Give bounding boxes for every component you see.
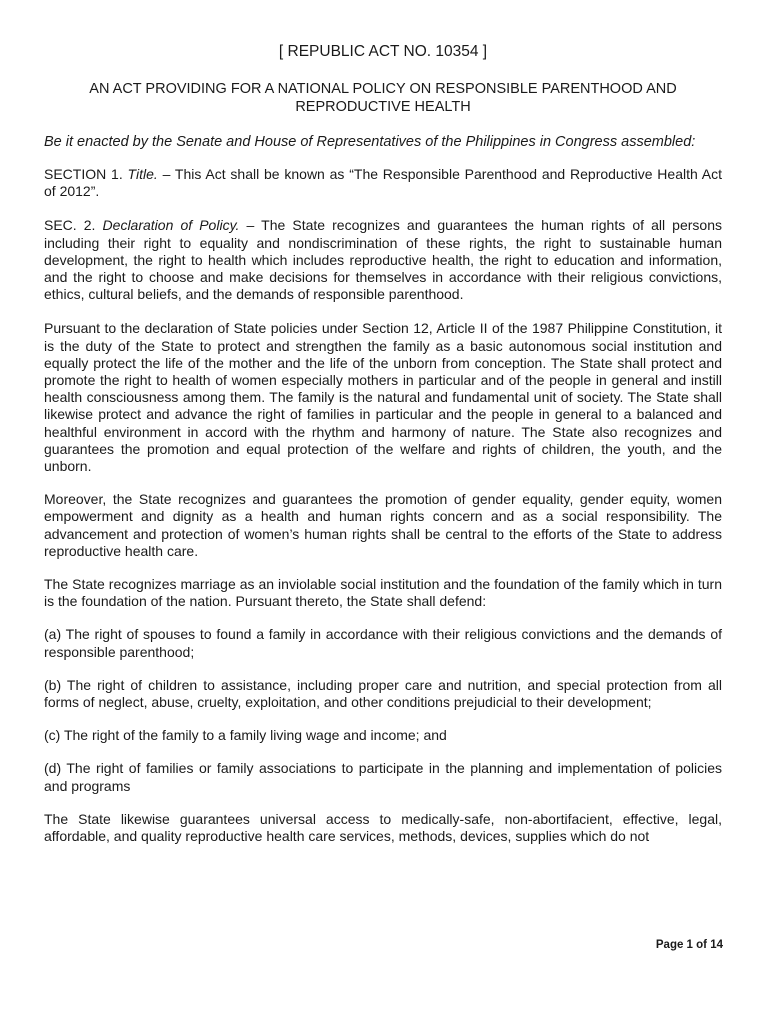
section-1 [44, 166, 722, 200]
list-item-a: (a) The right of spouses to found a family in accordance with their religious convictions and the demands of responsible parenthood; [44, 626, 722, 660]
page-number-footer: Page 1 of 14 [655, 939, 723, 951]
section-2-text: – The State recognizes and guarantees the human rights of all persons including their right to equality and nondiscrimination of these rights, the right to sustainable human development, the right to health which includes reproductive health, the right to education and information, and the right to choose and make decisions for themselves in accordance with their religious convictions, ethics, cultural beliefs, and the demands of responsible parenthood. [44, 217, 722, 303]
paragraph-constitution: Pursuant to the declaration of State policies under Section 12, Article II of the 1987 Philippine Constitution, it is the duty of the State to protect and strengthen the family as a basic autonomous social institution and equally protect the life of the mother and the life of the unborn from conception. The State shall protect and promote the right to health of women especially mothers in particular and of the people in general and instill health consciousness among them. The family is the natural and fundamental unit of society. The State shall likewise protect and advance the right of families in particular and the people in general to a balanced and healthful environment in accord with the rhythm and harmony of nature. The State also recognizes and guarantees the promotion and equal protection of the welfare and rights of children, the youth, and the unborn. [44, 320, 722, 475]
paragraph-gender-equality: Moreover, the State recognizes and guarantees the promotion of gender equality, gender equity, women empowerment and dignity as a health and human rights concern and as a social responsibility. The advancement and protection of women’s human rights shall be central to the efforts of the State to address reproductive health care. [44, 491, 722, 559]
act-number: [ REPUBLIC ACT NO. 10354 ] [278, 43, 488, 60]
section-2-heading: SEC. 2. [44, 217, 96, 234]
paragraph-universal-access: The State likewise guarantees universal access to medically-safe, non-abortifacient, effective, legal, affordable, and quality reproductive health care services, methods, devices, supplies which do not [44, 810, 722, 845]
section-1-heading: SECTION 1. [44, 166, 123, 182]
section-2 [44, 217, 722, 303]
section-2-title: Declaration of Policy. [102, 217, 240, 234]
enacting-clause: Be it enacted by the Senate and House of Representatives of the Philippines in Congress assembled: [44, 134, 696, 150]
paragraph-marriage: The State recognizes marriage as an inviolable social institution and the foundation of the family which in turn is the foundation of the nation. Pursuant thereto, the State shall defend: [44, 576, 722, 610]
list-item-b: (b) The right of children to assistance, including proper care and nutrition, and special protection from all forms of neglect, abuse, cruelty, exploitation, and other conditions prejudicial to their development; [44, 676, 722, 711]
section-1-title: Title. [127, 166, 158, 182]
list-item-d: (d) The right of families or family associations to participate in the planning and implementation of policies and programs [44, 760, 722, 794]
act-title: AN ACT PROVIDING FOR A NATIONAL POLICY ON RESPONSIBLE PARENTHOOD AND REPRODUCTIVE HEALTH [89, 81, 677, 115]
list-item-c: (c) The right of the family to a family living wage and income; and [44, 727, 447, 744]
section-1-text: – This Act shall be known as “The Responsible Parenthood and Reproductive Health Act of 2012”. [44, 166, 723, 200]
